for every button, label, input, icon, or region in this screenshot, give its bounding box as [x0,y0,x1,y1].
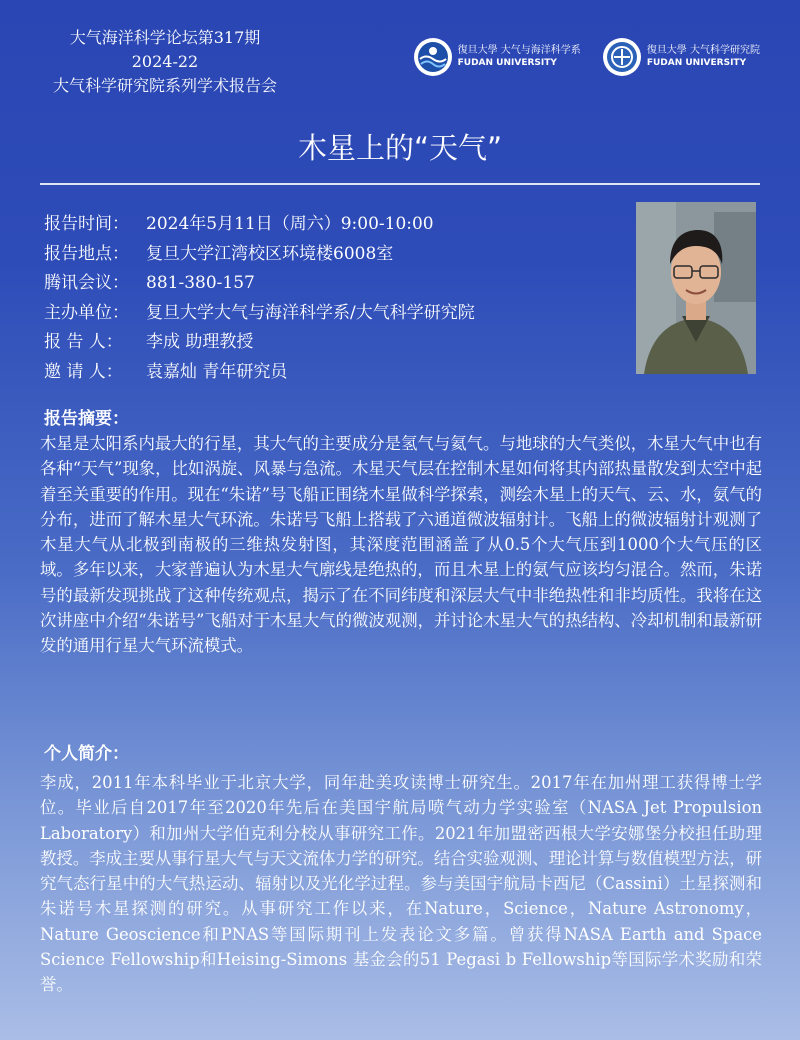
logo-1-en: FUDAN UNIVERSITY [457,58,557,68]
bio-text: 李成，2011年本科毕业于北京大学，同年赴美攻读博士研究生。2017年在加州理工获得博士学位。毕业后自2017年至2020年先后在美国宇航局喷气动力学实验室（NASA Jet Propulsion Laboratory）和加州大学伯克利分校从事研究工作。2021年加盟密西根大学安娜堡分校担任助理教授。李成主要从事行星大气与天文流体力学的研究。结合实验观测、理论计算与数值模型方法，研究气态行星中的大气热运动、辐射以及光化学过程。参与美国宇航局卡西尼（Cassini）土星探测和朱诺号木星探测的研究。从事研究工作以来，在Nature，Science，Nature Astronomy，Nature Geoscience和PNAS等国际期刊上发表论文多篇。曾获得NASA Earth and Space Science Fellowship和Heising-Simons 基金会的51 Pegasi b Fellowship等国际学术奖励和荣誉。 [40,773,762,995]
dept-emblem-icon [414,38,452,76]
logo-1-cn: 復旦大學 大气与海洋科学系 [457,45,581,56]
info-value: 李成 助理教授 [146,332,254,352]
abstract-heading: 报告摘要： [44,409,129,429]
info-label: 报告地点： [44,243,129,264]
bio-heading: 个人简介： [44,744,129,764]
info-label: 报 告 人： [44,332,123,352]
info-list [44,210,475,387]
info-value: 复旦大学大气与海洋科学系/大气科学研究院 [146,302,475,323]
abstract-text: 木星是太阳系内最大的行星，其大气的主要成分是氢气与氦气。与地球的大气类似，木星大气中也有各种“天气”现象，比如涡旋、风暴与急流。木星天气层在控制木星如何将其内部热量散发到太空中起着至关重要的作用。现在“朱诺”号飞船正围绕木星做科学探索，测绘木星上的天气、云、水，氨气的分布，进而了解木星大气环流。朱诺号飞船上搭载了六通道微波辐射计。飞船上的微波辐射计观测了木星大气从北极到南极的三维热发射图，其深度范围涵盖了从0.5个大气压到1000个大气压的区域。多年以来，大家普遍认为木星大气廓线是绝热的，而且木星上的氨气应该均匀混合。然而，朱诺号的最新发现挑战了这种传统观点，揭示了在不同纬度和深层大气中非绝热性和非均质性。我将在这次讲座中介绍“朱诺号”飞船对于木星大气的微波观测，并讨论木星大气的热结构、冷却机制和最新研发的通用行星大气环流模式。 [40,434,762,656]
logo-2-en: FUDAN UNIVERSITY [646,58,747,68]
info-row-meeting [44,269,475,299]
info-value: 881-380-157 [146,273,255,293]
page-title: 木星上的“天气” [297,131,503,165]
info-row-inviter [44,358,475,388]
title-divider [40,183,760,185]
speaker-photo [636,202,756,374]
logos [414,38,760,76]
info-label: 腾讯会议： [44,273,129,293]
info-row-speaker [44,328,475,358]
series-number: 2024-22 [131,52,199,71]
forum-line: 大气海洋科学论坛第317期 [69,28,261,47]
header-block [40,26,290,98]
info-row-host [44,299,475,329]
info-value: 袁嘉灿 青年研究员 [146,361,288,382]
info-row-time [44,210,475,240]
info-label: 邀 请 人： [44,361,123,382]
logo-atmospheric-institute [603,38,760,76]
logo-2-cn: 復旦大學 大气科学研究院 [646,45,760,56]
info-value: 2024年5月11日（周六）9:00-10:00 [146,214,434,234]
series-name: 大气科学研究院系列学术报告会 [52,76,277,95]
info-label: 主办单位： [44,302,129,323]
institute-emblem-icon [603,38,641,76]
info-value: 复旦大学江湾校区环境楼6008室 [146,243,394,264]
logo-dept-atmospheric-ocean [414,38,581,76]
info-row-location [44,240,475,270]
info-label: 报告时间： [44,214,129,234]
